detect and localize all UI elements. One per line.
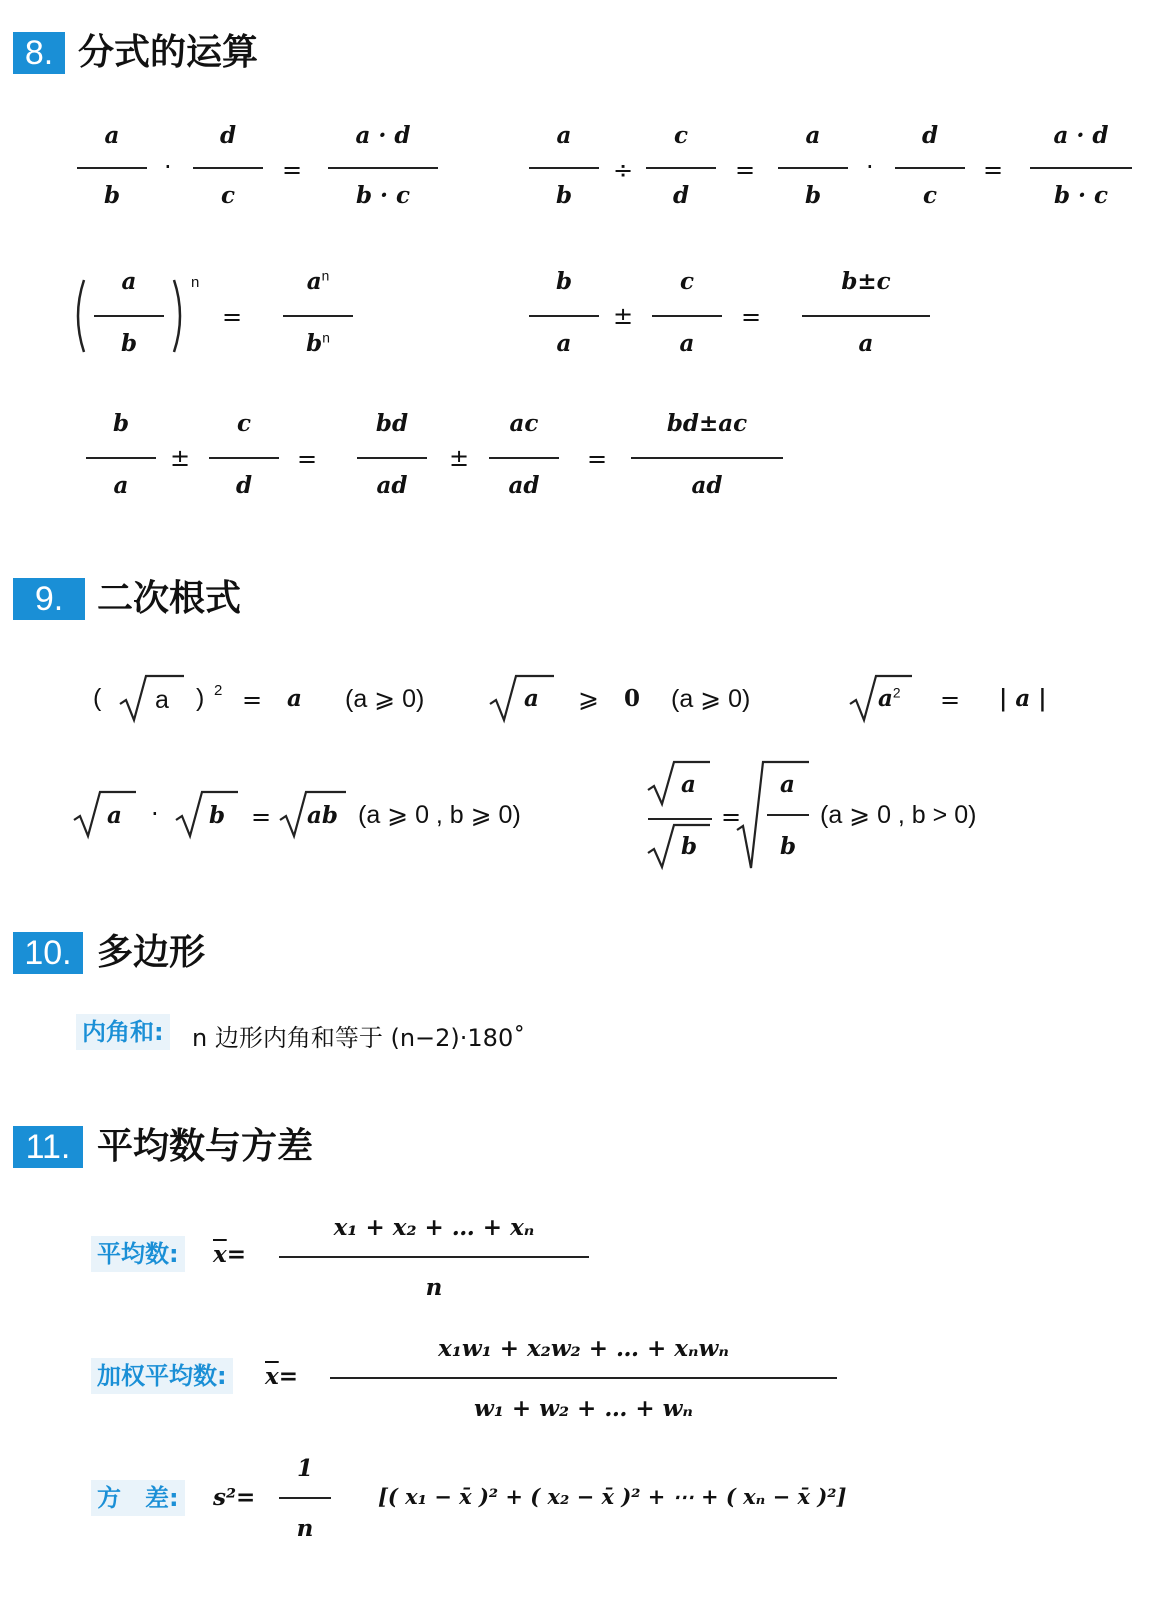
numerator: d xyxy=(219,122,237,149)
denominator: c xyxy=(922,182,937,209)
denominator: b xyxy=(780,833,797,860)
numerator: a xyxy=(556,122,572,149)
section-10-title: 多边形 xyxy=(97,932,206,973)
right-paren: ) xyxy=(196,684,205,712)
equals-sign: = xyxy=(242,686,263,714)
radicand: ab xyxy=(307,802,338,829)
numerator: a xyxy=(681,771,696,798)
equals-sign: = xyxy=(222,303,243,331)
numerator: c xyxy=(673,122,688,149)
radicand: a xyxy=(524,685,539,712)
numerator: b±c xyxy=(841,268,891,295)
numerator: x₁ + x₂ + … + xₙ xyxy=(333,1214,535,1241)
numerator: bd±ac xyxy=(666,410,748,437)
equals-sign: = xyxy=(741,303,762,331)
numerator: b xyxy=(555,268,573,295)
result: a xyxy=(287,685,302,712)
left-paren: ( xyxy=(93,684,102,712)
denominator: a xyxy=(679,330,695,357)
numerator: a · d xyxy=(355,122,411,149)
radicand: a xyxy=(107,802,122,829)
fraction-bar xyxy=(767,814,809,816)
denominator: $b^n$ xyxy=(306,330,330,357)
equals-sign: = xyxy=(251,803,272,831)
plus-minus-operator: ± xyxy=(613,302,634,330)
radical-sign xyxy=(118,674,188,724)
radicand: b xyxy=(209,802,226,829)
denominator: b xyxy=(681,833,698,860)
plus-minus-operator: ± xyxy=(449,444,470,472)
section-10-number: 10. xyxy=(13,932,83,974)
equals-sign: = xyxy=(721,803,742,831)
section-9-number: 9. xyxy=(13,578,85,620)
mean-symbol: $\overline{x}=$ xyxy=(265,1363,298,1390)
denominator: a xyxy=(556,330,572,357)
interior-angle-label: 内角和: xyxy=(76,1014,170,1050)
numerator: $a^n$ xyxy=(306,268,330,295)
radicand: $a^2$ xyxy=(878,685,901,712)
numerator: d xyxy=(921,122,939,149)
equals-sign: = xyxy=(297,445,318,473)
variance-sum: [( x₁ − x̄ )² + ( x₂ − x̄ )² + ⋯ + ( xₙ − x̄ )²] xyxy=(378,1484,847,1509)
numerator: a xyxy=(805,122,821,149)
condition: (a ⩾ 0 , b > 0) xyxy=(820,801,977,829)
denominator: ad xyxy=(691,472,723,499)
left-paren xyxy=(72,278,86,354)
section-8-number: 8. xyxy=(13,32,65,74)
numerator: a · d xyxy=(1053,122,1109,149)
exponent: 2 xyxy=(214,682,223,699)
denominator: d xyxy=(672,182,690,209)
equals-sign: = xyxy=(940,686,961,714)
zero: 0 xyxy=(624,685,641,712)
dot-operator: · xyxy=(866,153,874,181)
denominator: b xyxy=(120,330,138,357)
equals-sign: = xyxy=(735,156,756,184)
radical-sign xyxy=(72,790,138,840)
radical-sign xyxy=(488,674,558,724)
section-11-title: 平均数与方差 xyxy=(97,1126,314,1167)
abs-value: | a | xyxy=(999,685,1047,712)
numerator: b xyxy=(112,410,130,437)
equals-sign: = xyxy=(983,156,1004,184)
exponent: n xyxy=(191,274,200,291)
section-11-number: 11. xyxy=(13,1126,83,1168)
condition: (a ⩾ 0) xyxy=(671,685,751,713)
condition: (a ⩾ 0 , b ⩾ 0) xyxy=(358,801,521,829)
denominator: b xyxy=(103,182,121,209)
variance-symbol: s²= xyxy=(213,1484,256,1511)
denominator: b xyxy=(804,182,822,209)
denominator: a xyxy=(113,472,129,499)
denominator: n xyxy=(296,1515,314,1542)
mean-symbol: $\overline{x}=$ xyxy=(213,1241,246,1268)
denominator: n xyxy=(425,1274,443,1301)
fraction-bar xyxy=(648,818,712,820)
divide-operator: ÷ xyxy=(613,156,634,184)
numerator: ac xyxy=(509,410,539,437)
denominator: a xyxy=(858,330,874,357)
denominator: c xyxy=(220,182,235,209)
denominator: ad xyxy=(508,472,540,499)
denominator: b · c xyxy=(355,182,411,209)
variance-label: 方 差: xyxy=(91,1480,185,1516)
numerator: a xyxy=(780,771,795,798)
equals-sign: = xyxy=(282,156,303,184)
denominator: b · c xyxy=(1053,182,1109,209)
numerator: bd xyxy=(375,410,409,437)
dot-operator: · xyxy=(151,800,159,828)
numerator: a xyxy=(104,122,120,149)
denominator: ad xyxy=(376,472,408,499)
condition: (a ⩾ 0) xyxy=(345,685,425,713)
numerator: c xyxy=(679,268,694,295)
denominator: d xyxy=(235,472,253,499)
denominator: w₁ + w₂ + … + wₙ xyxy=(474,1395,693,1422)
radical-sign xyxy=(646,760,712,808)
denominator: b xyxy=(555,182,573,209)
right-paren xyxy=(172,278,186,354)
radical-sign xyxy=(174,790,240,840)
radical-sign xyxy=(646,823,712,871)
plus-minus-operator: ± xyxy=(170,444,191,472)
radicand: a xyxy=(155,686,169,714)
mean-label: 平均数: xyxy=(91,1236,185,1272)
numerator: 1 xyxy=(296,1455,313,1482)
interior-angle-text: n 边形内角和等于 (n−2)·180˚ xyxy=(192,1024,526,1052)
numerator: x₁w₁ + x₂w₂ + … + xₙwₙ xyxy=(438,1335,729,1362)
equals-sign: = xyxy=(587,445,608,473)
section-8-title: 分式的运算 xyxy=(78,32,259,73)
dot-operator: · xyxy=(164,153,172,181)
section-9-title: 二次根式 xyxy=(97,578,242,619)
weighted-mean-label: 加权平均数: xyxy=(91,1358,233,1394)
numerator: c xyxy=(236,410,251,437)
numerator: a xyxy=(121,268,137,295)
ge-sign: ⩾ xyxy=(578,685,599,713)
